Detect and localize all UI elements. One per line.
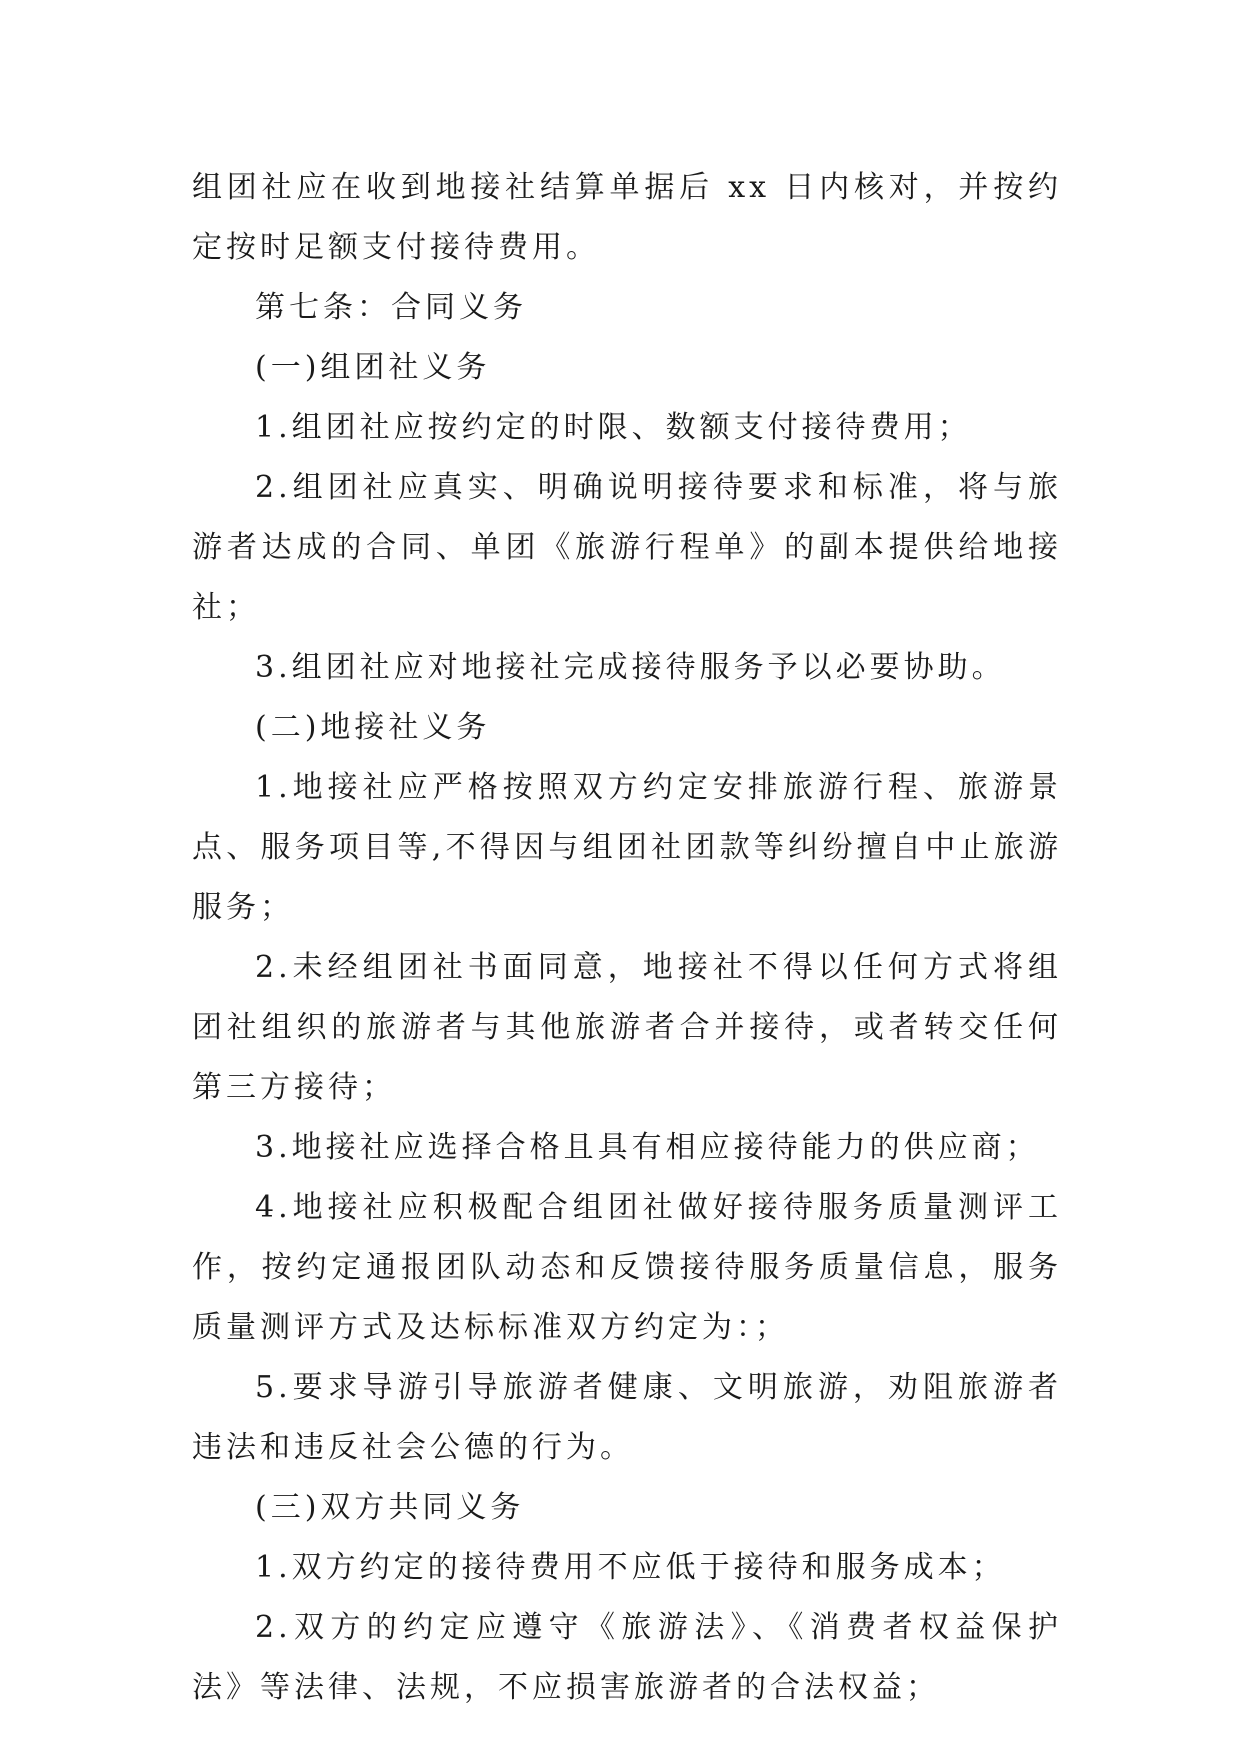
local-agency-obligation-4: 4.地接社应积极配合组团社做好接待服务质量测评工作，按约定通报团队动态和反馈接待服务质量信息，服务质量测评方式及达标标准双方约定为：； bbox=[192, 1190, 1062, 1345]
local-agency-obligation-5: 5.要求导游引导旅游者健康、文明旅游，劝阻旅游者违法和违反社会公德的行为。 bbox=[192, 1370, 1062, 1465]
document-body bbox=[192, 158, 1062, 1718]
section-joint-obligations-heading: (三)双方共同义务 bbox=[255, 1490, 525, 1525]
local-agency-obligation-3: 3.地接社应选择合格且具有相应接待能力的供应商； bbox=[255, 1130, 1040, 1165]
joint-obligation-1: 1.双方约定的接待费用不应低于接待和服务成本； bbox=[255, 1550, 1006, 1585]
local-agency-obligation-1: 1.地接社应严格按照双方约定安排旅游行程、旅游景点、服务项目等,不得因与组团社团款等纠纷擅自中止旅游服务； bbox=[192, 770, 1062, 925]
local-agency-obligation-2: 2.未经组团社书面同意，地接社不得以任何方式将组团社组织的旅游者与其他旅游者合并接待，或者转交任何第三方接待； bbox=[192, 950, 1062, 1105]
section-organizer-obligations-heading: (一)组团社义务 bbox=[255, 350, 491, 385]
joint-obligation-2: 2.双方的约定应遵守《旅游法》、《消费者权益保护法》等法律、法规，不应损害旅游者的合法权益； bbox=[192, 1610, 1062, 1705]
organizer-obligation-3: 3.组团社应对地接社完成接待服务予以必要协助。 bbox=[255, 650, 1006, 685]
organizer-obligation-1: 1.组团社应按约定的时限、数额支付接待费用； bbox=[255, 410, 972, 445]
section-local-agency-obligations-heading: (二)地接社义务 bbox=[255, 710, 491, 745]
article-7-heading: 第七条：合同义务 bbox=[255, 290, 527, 325]
organizer-obligation-2: 2.组团社应真实、明确说明接待要求和标准，将与旅游者达成的合同、单团《旅游行程单》的副本提供给地接社； bbox=[192, 470, 1062, 625]
paragraph-settlement: 组团社应在收到地接社结算单据后 xx 日内核对，并按约定按时足额支付接待费用。 bbox=[192, 170, 1062, 265]
